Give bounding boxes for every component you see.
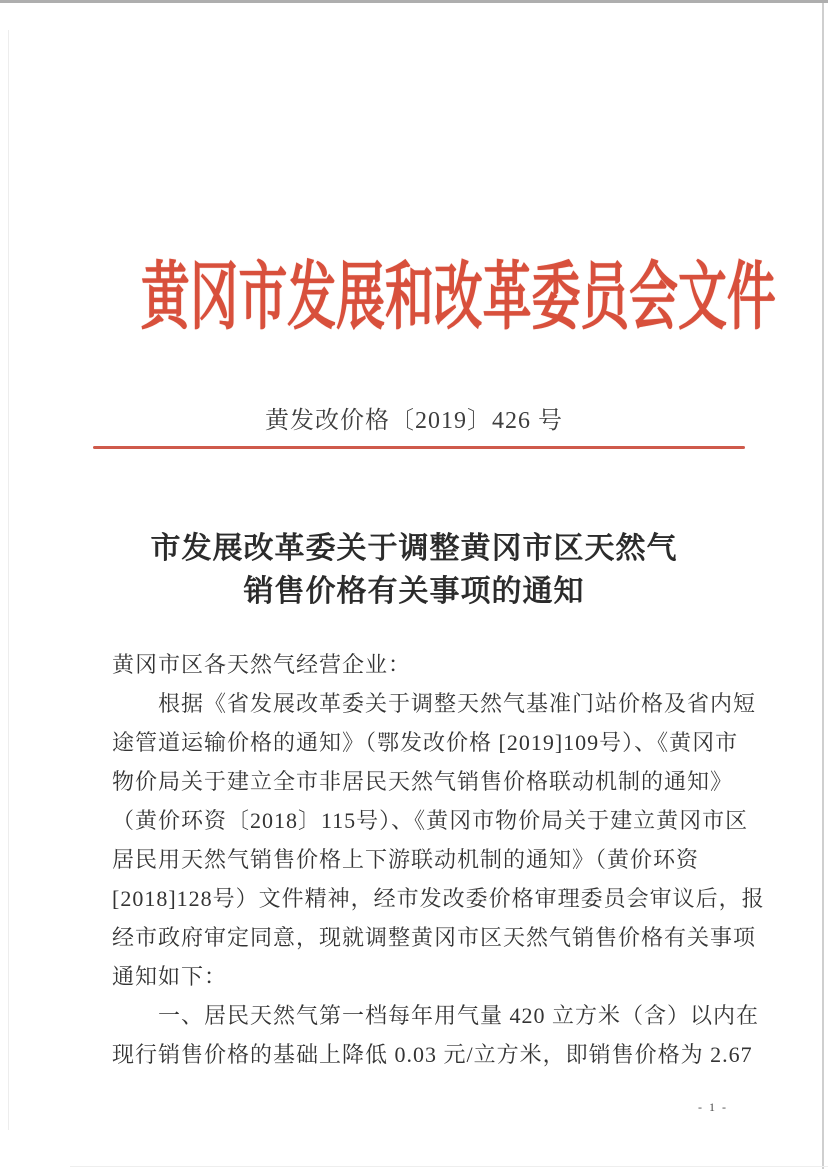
scan-edge-top <box>0 0 828 3</box>
page-number: - 1 - <box>698 1100 728 1114</box>
red-divider-rule <box>93 446 745 449</box>
body-line: 经市政府审定同意，现就调整黄冈市区天然气销售价格有关事项 <box>112 925 757 950</box>
agency-letterhead-title: 黄冈市发展和改革委员会文件 <box>140 257 776 339</box>
body-line: 居民用天然气销售价格上下游联动机制的通知》（黄价环资 <box>112 847 700 872</box>
document-body <box>112 645 765 1074</box>
document-title-line1: 市发展改革委关于调整黄冈市区天然气 <box>150 532 678 565</box>
body-line-salutation: 黄冈市区各天然气经营企业： <box>112 652 412 677</box>
body-line: 根据《省发展改革委关于调整天然气基准门站价格及省内短 <box>112 691 757 716</box>
body-line: 通知如下： <box>112 964 228 989</box>
body-line: 途管道运输价格的通知》（鄂发改价格 [2019]109号）、《黄冈市 <box>112 730 739 755</box>
scan-edge-bottom <box>70 1166 828 1167</box>
document-title-line2: 销售价格有关事项的通知 <box>243 575 585 608</box>
document-reference-number: 黄发改价格〔2019〕426 号 <box>265 408 563 434</box>
body-line: （黄价环资〔2018〕115号）、《黄冈市物价局关于建立黄冈市区 <box>112 808 749 833</box>
body-line: 现行销售价格的基础上降低 0.03 元/立方米，即销售价格为 2.67 <box>112 1042 753 1067</box>
body-line-item-one: 一、居民天然气第一档每年用气量 420 立方米（含）以内在 <box>112 1003 760 1028</box>
body-line: [2018]128号）文件精神，经市发改委价格审理委员会审议后，报 <box>112 886 765 911</box>
document-title <box>0 527 828 613</box>
body-line: 物价局关于建立全市非居民天然气销售价格联动机制的通知》 <box>112 769 734 794</box>
